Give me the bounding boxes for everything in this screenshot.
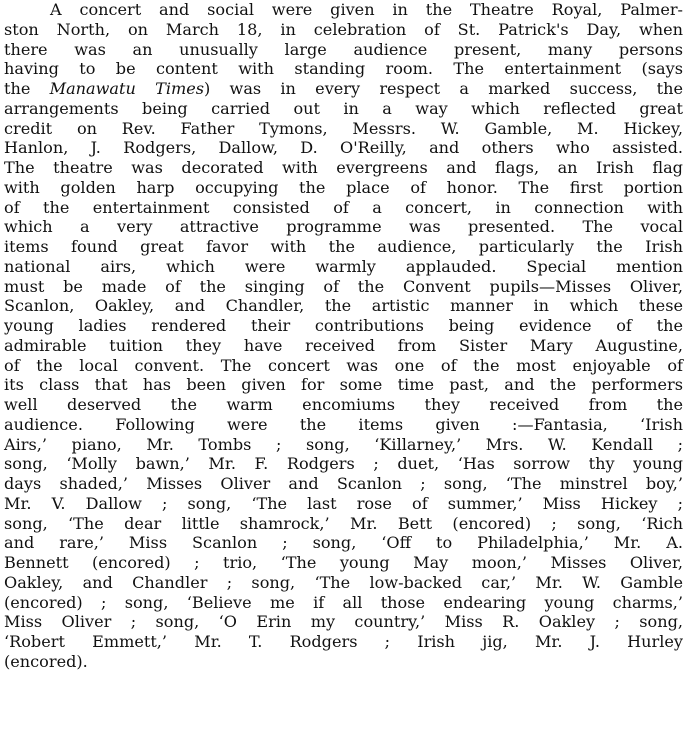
text-line: song, ‘The dear little shamrock,’ Mr. Bett (encored) ; song, ‘Rich (4, 513, 683, 533)
text-line: national airs, which were warmly applauded. Special mention (4, 256, 683, 276)
text-line: ston North, on March 18, in celebration of St. Patrick's Day, when (4, 19, 683, 39)
text-fragment: the (4, 79, 50, 98)
text-line: young ladies rendered their contributions being evidence of the (4, 316, 683, 335)
text-line: A concert and social were given in the Theatre Royal, Palmer- (50, 0, 683, 19)
text-line: audience. Following were the items given :—Fantasia, ‘Irish (4, 414, 683, 434)
text-line: arrangements being carried out in a way which reflected great (4, 98, 683, 118)
text-line: Airs,’ piano, Mr. Tombs ; song, ‘Killarney,’ Mrs. W. Kendall ; (4, 434, 683, 454)
text-line: there was an unusually large audience present, many persons (4, 39, 683, 59)
newspaper-title: Manawatu Times (49, 79, 205, 98)
text-line: song, ‘Molly bawn,’ Mr. F. Rodgers ; duet, ‘Has sorrow thy young (4, 454, 683, 474)
text-line: of the entertainment consisted of a concert, in connection with (4, 197, 683, 217)
text-line: (encored) ; song, ‘Believe me if all those endearing young charms,’ (4, 592, 683, 612)
text-line: its class that has been given for some time past, and the performers (4, 375, 683, 395)
article-body (4, 0, 683, 672)
text-line: which a very attractive programme was presented. The vocal (4, 217, 683, 237)
text-line: The theatre was decorated with evergreens and flags, an Irish flag (4, 158, 683, 177)
text-line: with golden harp occupying the place of honor. The first portion (4, 177, 683, 197)
text-line-with-italic (4, 79, 683, 99)
text-line: well deserved the warm encomiums they received from the (4, 395, 683, 414)
text-line: having to be content with standing room. The entertainment (says (4, 59, 683, 79)
text-line: of the local convent. The concert was one of the most enjoyable of (4, 355, 683, 375)
text-line: must be made of the singing of the Convent pupils—Misses Oliver, (4, 276, 683, 296)
text-line: Hanlon, J. Rodgers, Dallow, D. O'Reilly, and others who assisted. (4, 138, 683, 158)
text-line: ‘Robert Emmett,’ Mr. T. Rodgers ; Irish jig, Mr. J. Hurley (4, 632, 683, 651)
text-line: Oakley, and Chandler ; song, ‘The low-backed car,’ Mr. W. Gamble (4, 572, 683, 592)
text-line: Bennett (encored) ; trio, ‘The young May moon,’ Misses Oliver, (4, 553, 683, 572)
text-fragment: ) was in every respect a marked success, the (204, 79, 683, 98)
text-line: Miss Oliver ; song, ‘O Erin my country,’ Miss R. Oakley ; song, (4, 612, 683, 632)
text-line: and rare,’ Miss Scanlon ; song, ‘Off to Philadelphia,’ Mr. A. (4, 533, 683, 553)
text-line: (encored). (4, 651, 88, 671)
text-line: Mr. V. Dallow ; song, ‘The last rose of summer,’ Miss Hickey ; (4, 493, 683, 513)
text-line: admirable tuition they have received from Sister Mary Augustine, (4, 335, 683, 355)
text-line: credit on Rev. Father Tymons, Messrs. W. Gamble, M. Hickey, (4, 118, 683, 138)
text-line: items found great favor with the audience, particularly the Irish (4, 237, 683, 256)
text-line: days shaded,’ Misses Oliver and Scanlon ; song, ‘The minstrel boy,’ (4, 474, 683, 493)
text-line: Scanlon, Oakley, and Chandler, the artistic manner in which these (4, 296, 683, 316)
